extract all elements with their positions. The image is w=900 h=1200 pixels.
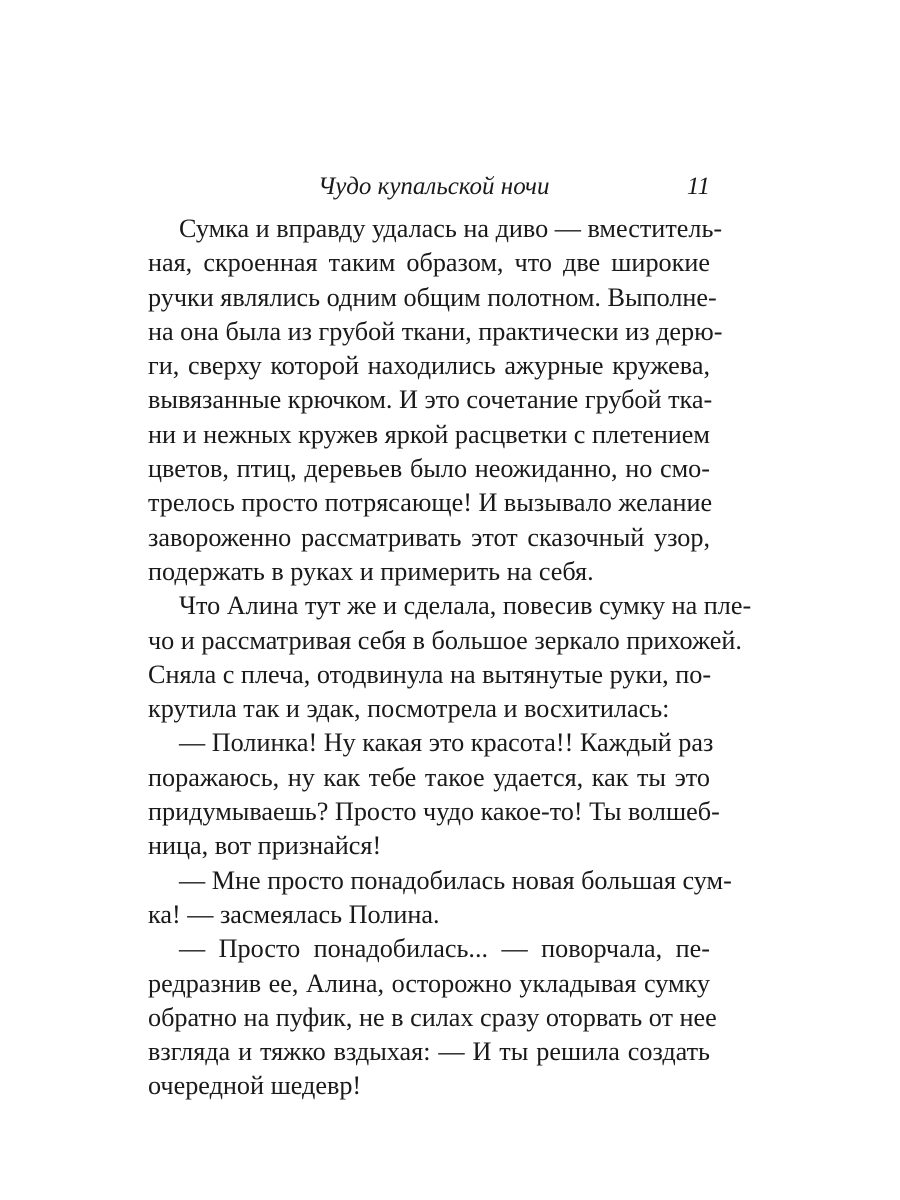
text-line: Сумка и вправду удалась на диво — вместитель- bbox=[179, 214, 723, 243]
text-line: завороженно рассматривать этот сказочный узор, bbox=[148, 522, 710, 552]
paragraph bbox=[148, 212, 723, 589]
text-line: ручки являлись одним общим полотном. Выполне- bbox=[148, 282, 717, 312]
running-title: Чудо купальской ночи bbox=[318, 173, 550, 200]
text-line: — Полинка! Ну какая это красота!! Каждый раз bbox=[179, 728, 714, 758]
book-page bbox=[148, 170, 752, 1104]
text-line: поражаюсь, ну как тебе такое удается, как ты это bbox=[148, 762, 710, 792]
text-line: крутила так и эдак, посмотрела и восхитилась: bbox=[148, 694, 670, 724]
paragraph bbox=[148, 589, 752, 726]
text-line: чо и рассматривая себя в большое зеркало прихожей. bbox=[148, 625, 742, 655]
page-number: 11 bbox=[686, 173, 710, 200]
text-line: подержать в руках и примерить на себя. bbox=[148, 556, 594, 586]
text-line: Что Алина тут же и сделала, повесив сумку на пле- bbox=[179, 591, 752, 621]
text-line: обратно на пуфик, не в силах сразу оторвать от нее bbox=[148, 1002, 717, 1032]
text-line: ни и нежных кружев яркой расцветки с плетением bbox=[148, 419, 710, 449]
text-line: очередной шедевр! bbox=[148, 1071, 362, 1101]
text-line: придумываешь? Просто чудо какое-то! Ты волшеб- bbox=[148, 797, 720, 827]
text-line: — Просто понадобилась... — поворчала, пе- bbox=[179, 934, 710, 964]
paragraph bbox=[148, 932, 717, 1103]
text-line: ги, сверху которой находились ажурные кружева, bbox=[148, 351, 710, 381]
text-line: редразнив ее, Алина, осторожно укладывая сумку bbox=[148, 968, 710, 998]
text-line: вывязанные крючком. И это сочетание грубой тка- bbox=[148, 385, 713, 415]
text-line: ка! — засмеялась Полина. bbox=[148, 899, 440, 929]
text-line: Сняла с плеча, отодвинула на вытянутые руки, по- bbox=[148, 659, 712, 689]
text-line: на она была из грубой ткани, практически из дерю- bbox=[148, 316, 723, 346]
text-line: взгляда и тяжко вздыхая: — И ты решила создать bbox=[148, 1037, 710, 1067]
paragraph bbox=[148, 726, 720, 863]
paragraph bbox=[148, 864, 732, 933]
text-line: трелось просто потрясающе! И вызывало желание bbox=[148, 488, 713, 518]
text-line: цветов, птиц, деревьев было неожиданно, но смо- bbox=[148, 454, 710, 484]
text-line: — Мне просто понадобилась новая большая сум- bbox=[179, 865, 732, 895]
text-line: ница, вот признайся! bbox=[148, 831, 382, 861]
running-head bbox=[148, 170, 710, 204]
body-text bbox=[148, 212, 752, 1104]
text-line: ная, скроенная таким образом, что две широкие bbox=[148, 248, 710, 278]
